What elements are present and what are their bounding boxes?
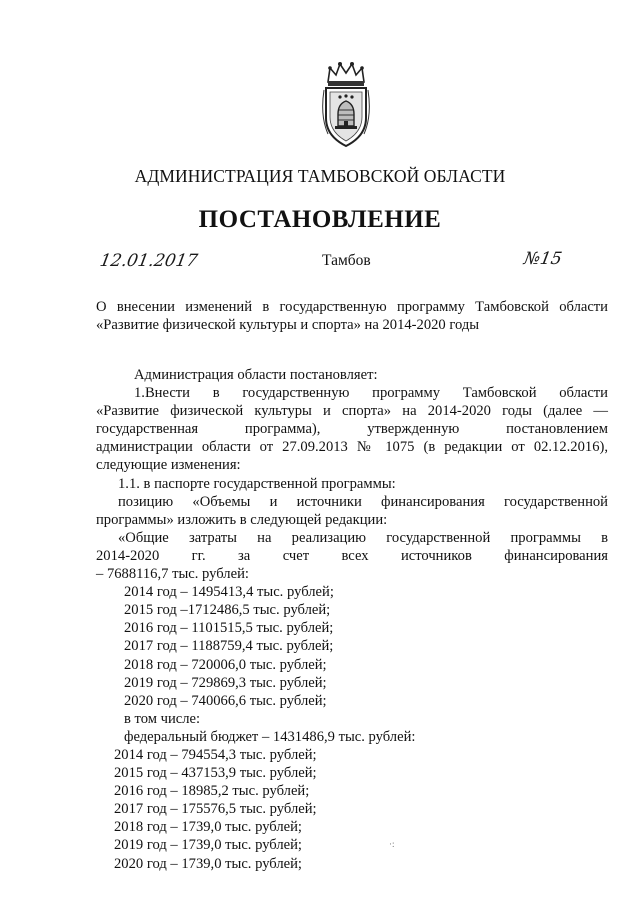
body-line: «Общие затраты на реализацию государственной программы в (118, 529, 608, 546)
body-line: 2018 год – 1739,0 тыс. рублей; (114, 819, 302, 836)
body-line: в том числе: (124, 710, 201, 727)
handwritten-date: 12.01.2017 (98, 251, 200, 271)
body-line: 1.1. в паспорте государственной программы: (118, 475, 396, 492)
page-mark: ·: (389, 839, 395, 849)
body-line: – 7688116,7 тыс. рублей: (96, 566, 249, 583)
body-line: 2016 год – 1101515,5 тыс. рублей; (124, 620, 334, 637)
body-line: позицию «Объемы и источники финансирования государственной (118, 493, 608, 510)
tambov-coat-of-arms-icon (318, 60, 374, 152)
body-line: 2015 год – 437153,9 тыс. рублей; (114, 765, 317, 782)
body-line: 2014 год – 1495413,4 тыс. рублей; (124, 584, 334, 601)
document-type-heading: ПОСТАНОВЛЕНИЕ (198, 206, 442, 233)
body-line: 2018 год – 720006,0 тыс. рублей; (124, 656, 327, 673)
body-line: федеральный бюджет – 1431486,9 тыс. рублей: (124, 728, 416, 745)
body-line: государственная программа), утвержденную постановлением (96, 421, 608, 438)
organization-title: АДМИНИСТРАЦИЯ ТАМБОВСКОЙ ОБЛАСТИ (134, 166, 506, 186)
subject-line: О внесении изменений в государственную программу Тамбовской области (96, 299, 608, 315)
subject-line: «Развитие физической культуры и спорта» на 2014-2020 годы (96, 317, 480, 334)
body-line: 2016 год – 18985,2 тыс. рублей; (114, 783, 310, 800)
body-line: следующие изменения: (96, 457, 241, 474)
body-line: 2014 год – 794554,3 тыс. рублей; (114, 746, 317, 763)
body-line: 2020 год – 1739,0 тыс. рублей; (114, 855, 302, 872)
body-line: Администрация области постановляет: (134, 367, 378, 383)
city-name: Тамбов (322, 252, 371, 269)
body-line: 2014-2020 гг. за счет всех источников финансирования (96, 547, 608, 564)
body-line: 2017 год – 1188759,4 тыс. рублей; (124, 638, 334, 655)
handwritten-number: №15 (522, 249, 564, 269)
body-line: программы» изложить в следующей редакции: (96, 511, 388, 528)
body-line: 2020 год – 740066,6 тыс. рублей; (124, 692, 327, 709)
body-line: 2019 год – 729869,3 тыс. рублей; (124, 674, 327, 691)
body-line: администрации области от 27.09.2013 № 1075 (в редакции от 02.12.2016), (96, 439, 608, 456)
body-line: 2017 год – 175576,5 тыс. рублей; (114, 801, 317, 818)
body-line: 2019 год – 1739,0 тыс. рублей; (114, 837, 302, 854)
body-line: 2015 год –1712486,5 тыс. рублей; (124, 602, 331, 619)
body-line: 1.Внести в государственную программу Тамбовской области (134, 385, 608, 402)
document-subject (96, 298, 608, 334)
document-body (96, 366, 608, 873)
body-line: «Развитие физической культуры и спорта» на 2014-2020 годы (далее — (96, 403, 608, 420)
